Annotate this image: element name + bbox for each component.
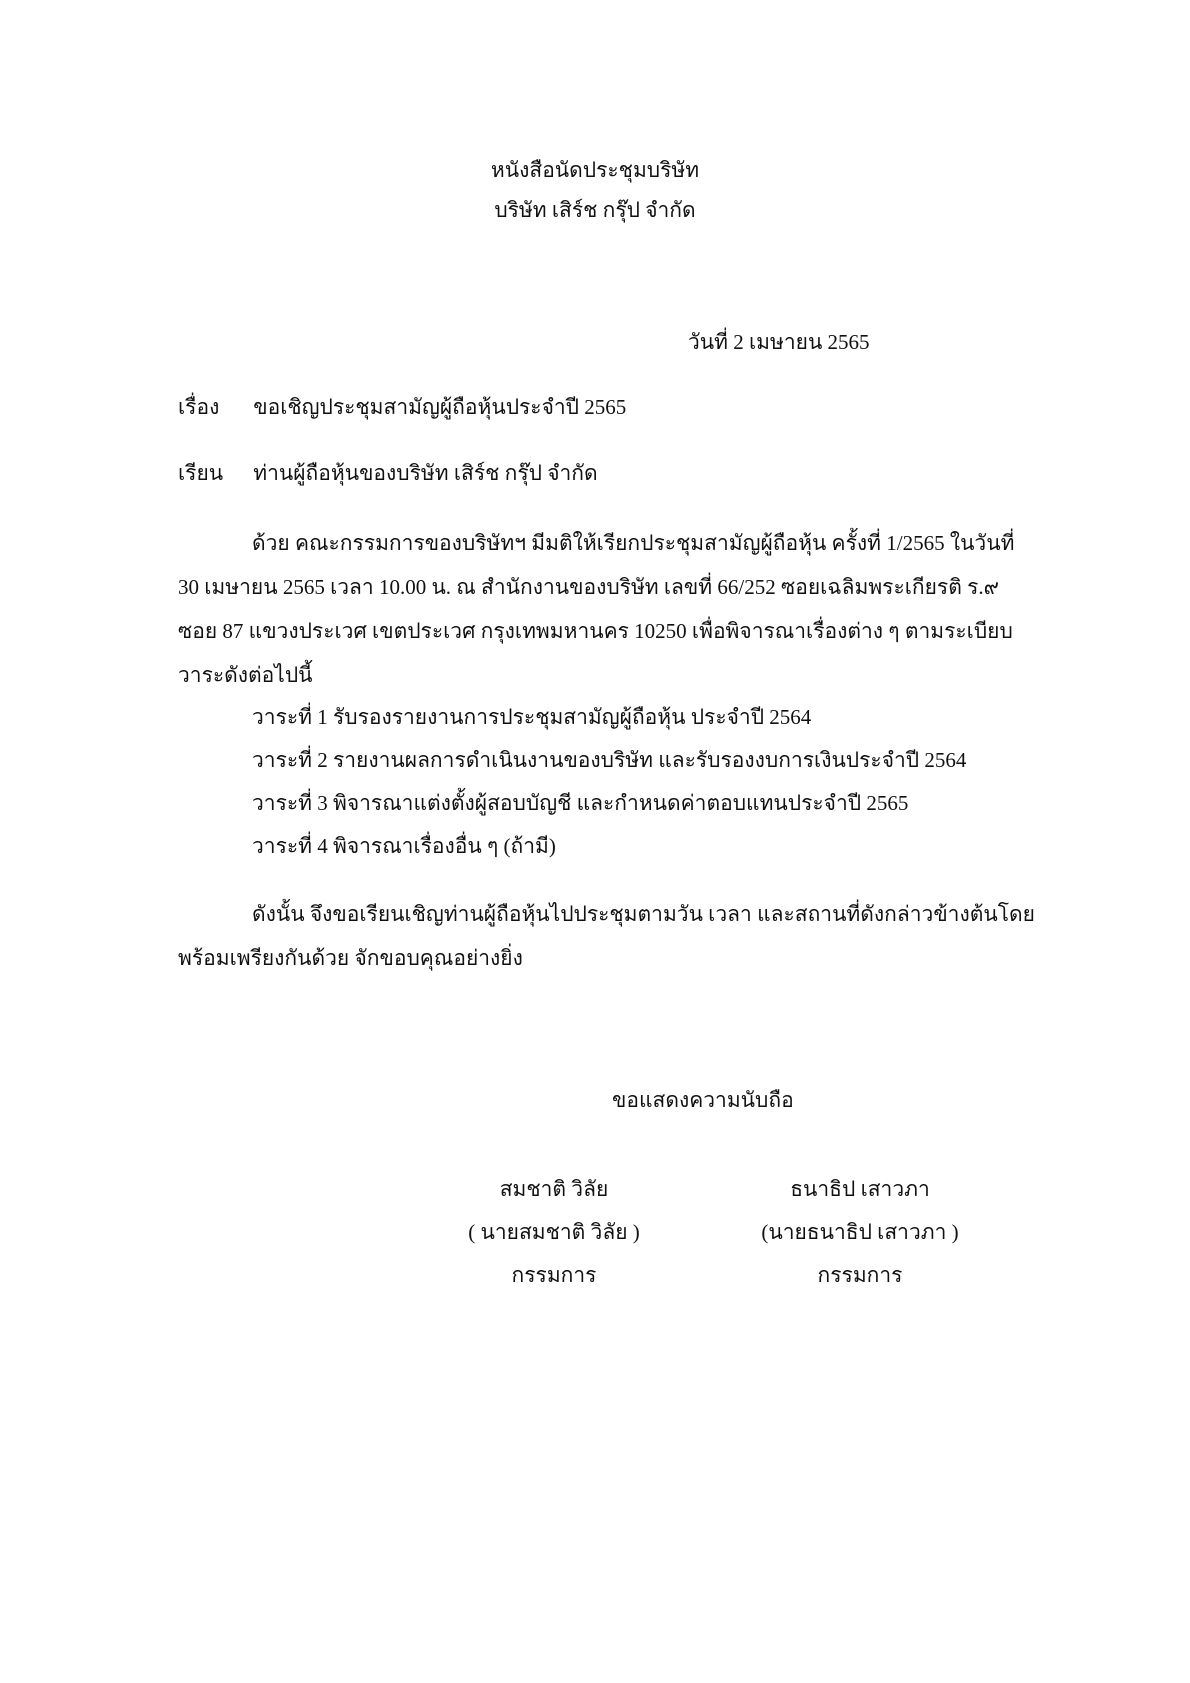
regards-line: ขอแสดงความนับถือ: [612, 1088, 794, 1112]
body-line: ด้วย คณะกรรมการของบริษัทฯ มีมติให้เรียกประชุมสามัญผู้ถือหุ้น ครั้งที่ 1/2565 ในวันที่: [252, 531, 1015, 555]
letter-header: [0, 150, 1190, 230]
signatory-position: กรรมการ: [511, 1263, 597, 1287]
signatory-block-2: [730, 1168, 990, 1297]
recipient-line: [178, 458, 598, 488]
signature: ธนาธิป เสาวภา: [790, 1177, 930, 1201]
letter-title: หนังสือนัดประชุมบริษัท: [490, 158, 700, 182]
closing-line: พร้อมเพรียงกันด้วย จักขอบคุณอย่างยิ่ง: [178, 946, 523, 970]
subject-line: [178, 392, 626, 422]
signatory-block-1: [424, 1168, 684, 1297]
letter-date: วันที่ 2 เมษายน 2565: [688, 330, 870, 354]
body-line: ซอย 87 แขวงประเวศ เขตประเวศ กรุงเทพมหานคร 10250 เพื่อพิจารณาเรื่องต่าง ๆ ตามระเบียบ: [178, 619, 1013, 643]
closing-line: ดังนั้น จึงขอเรียนเชิญท่านผู้ถือหุ้นไปประชุมตามวัน เวลา และสถานที่ดังกล่าวข้างต้นโดย: [252, 902, 1035, 926]
agenda-item: วาระที่ 4 พิจารณาเรื่องอื่น ๆ (ถ้ามี): [252, 834, 556, 858]
signatory-full-name: ( นายสมชาติ วิลัย ): [468, 1220, 640, 1244]
subject-label: เรื่อง: [178, 395, 220, 419]
body-paragraph: [178, 521, 1018, 697]
body-line: วาระดังต่อไปนี้: [178, 663, 313, 687]
signatory-full-name: (นายธนาธิป เสาวภา ): [761, 1220, 959, 1244]
agenda-list: [252, 696, 966, 868]
signatory-position: กรรมการ: [817, 1263, 903, 1287]
agenda-item: วาระที่ 2 รายงานผลการดำเนินงานของบริษัท และรับรองงบการเงินประจำปี 2564: [252, 748, 967, 772]
recipient-label: เรียน: [178, 461, 224, 485]
agenda-item: วาระที่ 1 รับรองรายงานการประชุมสามัญผู้ถือหุ้น ประจำปี 2564: [252, 705, 812, 729]
company-name: บริษัท เสิร์ช กรุ๊ป จำกัด: [494, 198, 696, 222]
body-line: 30 เมษายน 2565 เวลา 10.00 น. ณ สำนักงานของบริษัท เลขที่ 66/252 ซอยเฉลิมพระเกียรติ ร.๙: [178, 575, 999, 599]
agenda-item: วาระที่ 3 พิจารณาแต่งตั้งผู้สอบบัญชี และกำหนดค่าตอบแทนประจำปี 2565: [252, 791, 909, 815]
signature: สมชาติ วิลัย: [499, 1177, 609, 1201]
subject-text: ขอเชิญประชุมสามัญผู้ถือหุ้นประจำปี 2565: [253, 395, 627, 419]
recipient-text: ท่านผู้ถือหุ้นของบริษัท เสิร์ช กรุ๊ป จำกัด: [253, 461, 598, 485]
closing-paragraph: [178, 892, 1035, 980]
